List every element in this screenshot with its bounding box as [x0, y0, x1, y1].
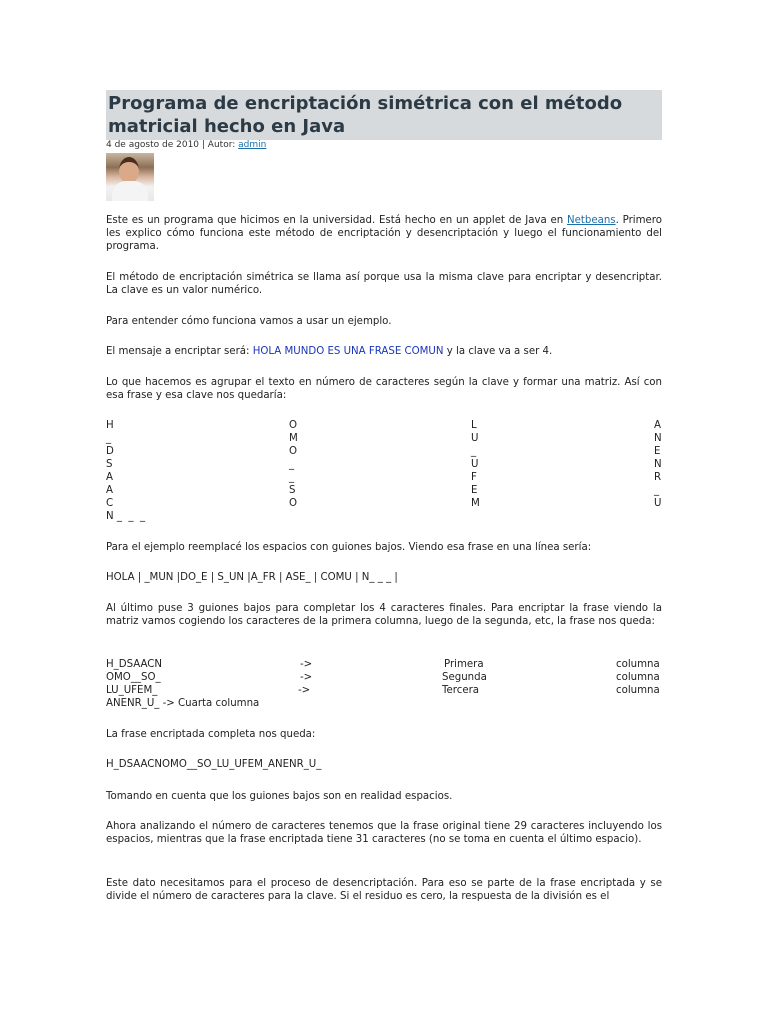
paragraph-intro: Este es un programa que hicimos en la universidad. Está hecho en un applet de Java en Netbeans. Primero les explico cómo funciona este método de encriptación y desencriptación y luego el funcionamiento del programa. — [106, 215, 662, 252]
paragraph-replace: Para el ejemplo reemplacé los espacios con guiones bajos. Viendo esa frase en una línea sería: — [106, 542, 592, 553]
col-row-1-text: H_DSAACN — [106, 659, 163, 670]
col-row-3-word: columna — [616, 685, 660, 696]
paragraph-full-encrypted: La frase encriptada completa nos queda: — [106, 729, 316, 740]
encrypted-text: H_DSAACNOMO__SO_LU_UFEM_ANENR_U_ — [106, 759, 322, 770]
matrix-col-2: O M O _ _ S O — [289, 420, 298, 509]
col-row-2-text: OMO__SO_ — [106, 672, 161, 683]
post-date: 4 de agosto de 2010 — [106, 140, 200, 150]
paragraph-character-count: Ahora analizando el número de caracteres tenemos que la frase original tiene 29 caracteres incluyendo los espacios, mientras que la frase encriptada tiene 31 caracteres (no se toma en cuenta el último espacio). — [106, 821, 662, 845]
col-row-1-ord: Primera — [444, 659, 484, 670]
paragraph-example: Para entender cómo funciona vamos a usar un ejemplo. — [106, 316, 392, 327]
col-row-2-ord: Segunda — [442, 672, 487, 683]
message-text: HOLA MUNDO ES UNA FRASE COMUN — [252, 346, 444, 357]
paragraph-encrypt-steps: Al último puse 3 guiones bajos para completar los 4 caracteres finales. Para encriptar la frase viendo la matriz vamos cogiendo los caracteres de la primera columna, luego de la segunda, etc, la frase nos queda: — [106, 603, 662, 627]
paragraph-definition: El método de encriptación simétrica se llama así porque usa la misma clave para encriptar y desencriptar. La clave es un valor numérico. — [106, 272, 662, 296]
line-groups: HOLA | _MUN |DO_E | S_UN |A_FR | ASE_ | COMU | N_ _ _ | — [106, 572, 398, 583]
matrix-col-3: L U _ U F E M — [471, 420, 480, 509]
netbeans-link[interactable]: Netbeans — [566, 215, 616, 226]
col-row-3-text: LU_UFEM_ — [106, 685, 158, 696]
paragraph-decryption: Este dato necesitamos para el proceso de desencriptación. Para eso se parte de la frase encriptada y se divide el número de caracteres para la clave. Si el residuo es cero, la respuesta de la división es el — [106, 878, 662, 902]
col-row-2-word: columna — [616, 672, 660, 683]
author-link[interactable]: admin — [238, 140, 267, 150]
col-row-3-ord: Tercera — [442, 685, 480, 696]
columns-list — [106, 658, 662, 710]
col-row-1-arrow: -> — [300, 659, 313, 670]
col-row-3-arrow: -> — [298, 685, 311, 696]
col-row-2-arrow: -> — [300, 672, 313, 683]
matrix-col-4: A N E N R _ U — [654, 420, 662, 509]
paragraph-matrix-intro: Lo que hacemos es agrupar el texto en número de caracteres según la clave y formar una matriz. Así con esa frase y esa clave nos quedaría: — [106, 377, 662, 401]
paragraph-message: El mensaje a encriptar será: HOLA MUNDO ES UNA FRASE COMUN y la clave va a ser 4. — [106, 346, 553, 357]
matrix-col-1: H _ D S A A C N _ _ _ — [106, 420, 146, 522]
meta-separator: | Autor: — [199, 140, 239, 150]
col-row-4: ANENR_U_ -> Cuarta columna — [106, 698, 260, 709]
paragraph-underscores: Tomando en cuenta que los guiones bajos son en realidad espacios. — [106, 791, 453, 802]
page-title: Programa de encriptación simétrica con el método matricial hecho en Java — [106, 90, 662, 140]
article-body — [106, 0, 662, 1024]
matrix — [106, 419, 662, 529]
col-row-1-word: columna — [616, 659, 660, 670]
